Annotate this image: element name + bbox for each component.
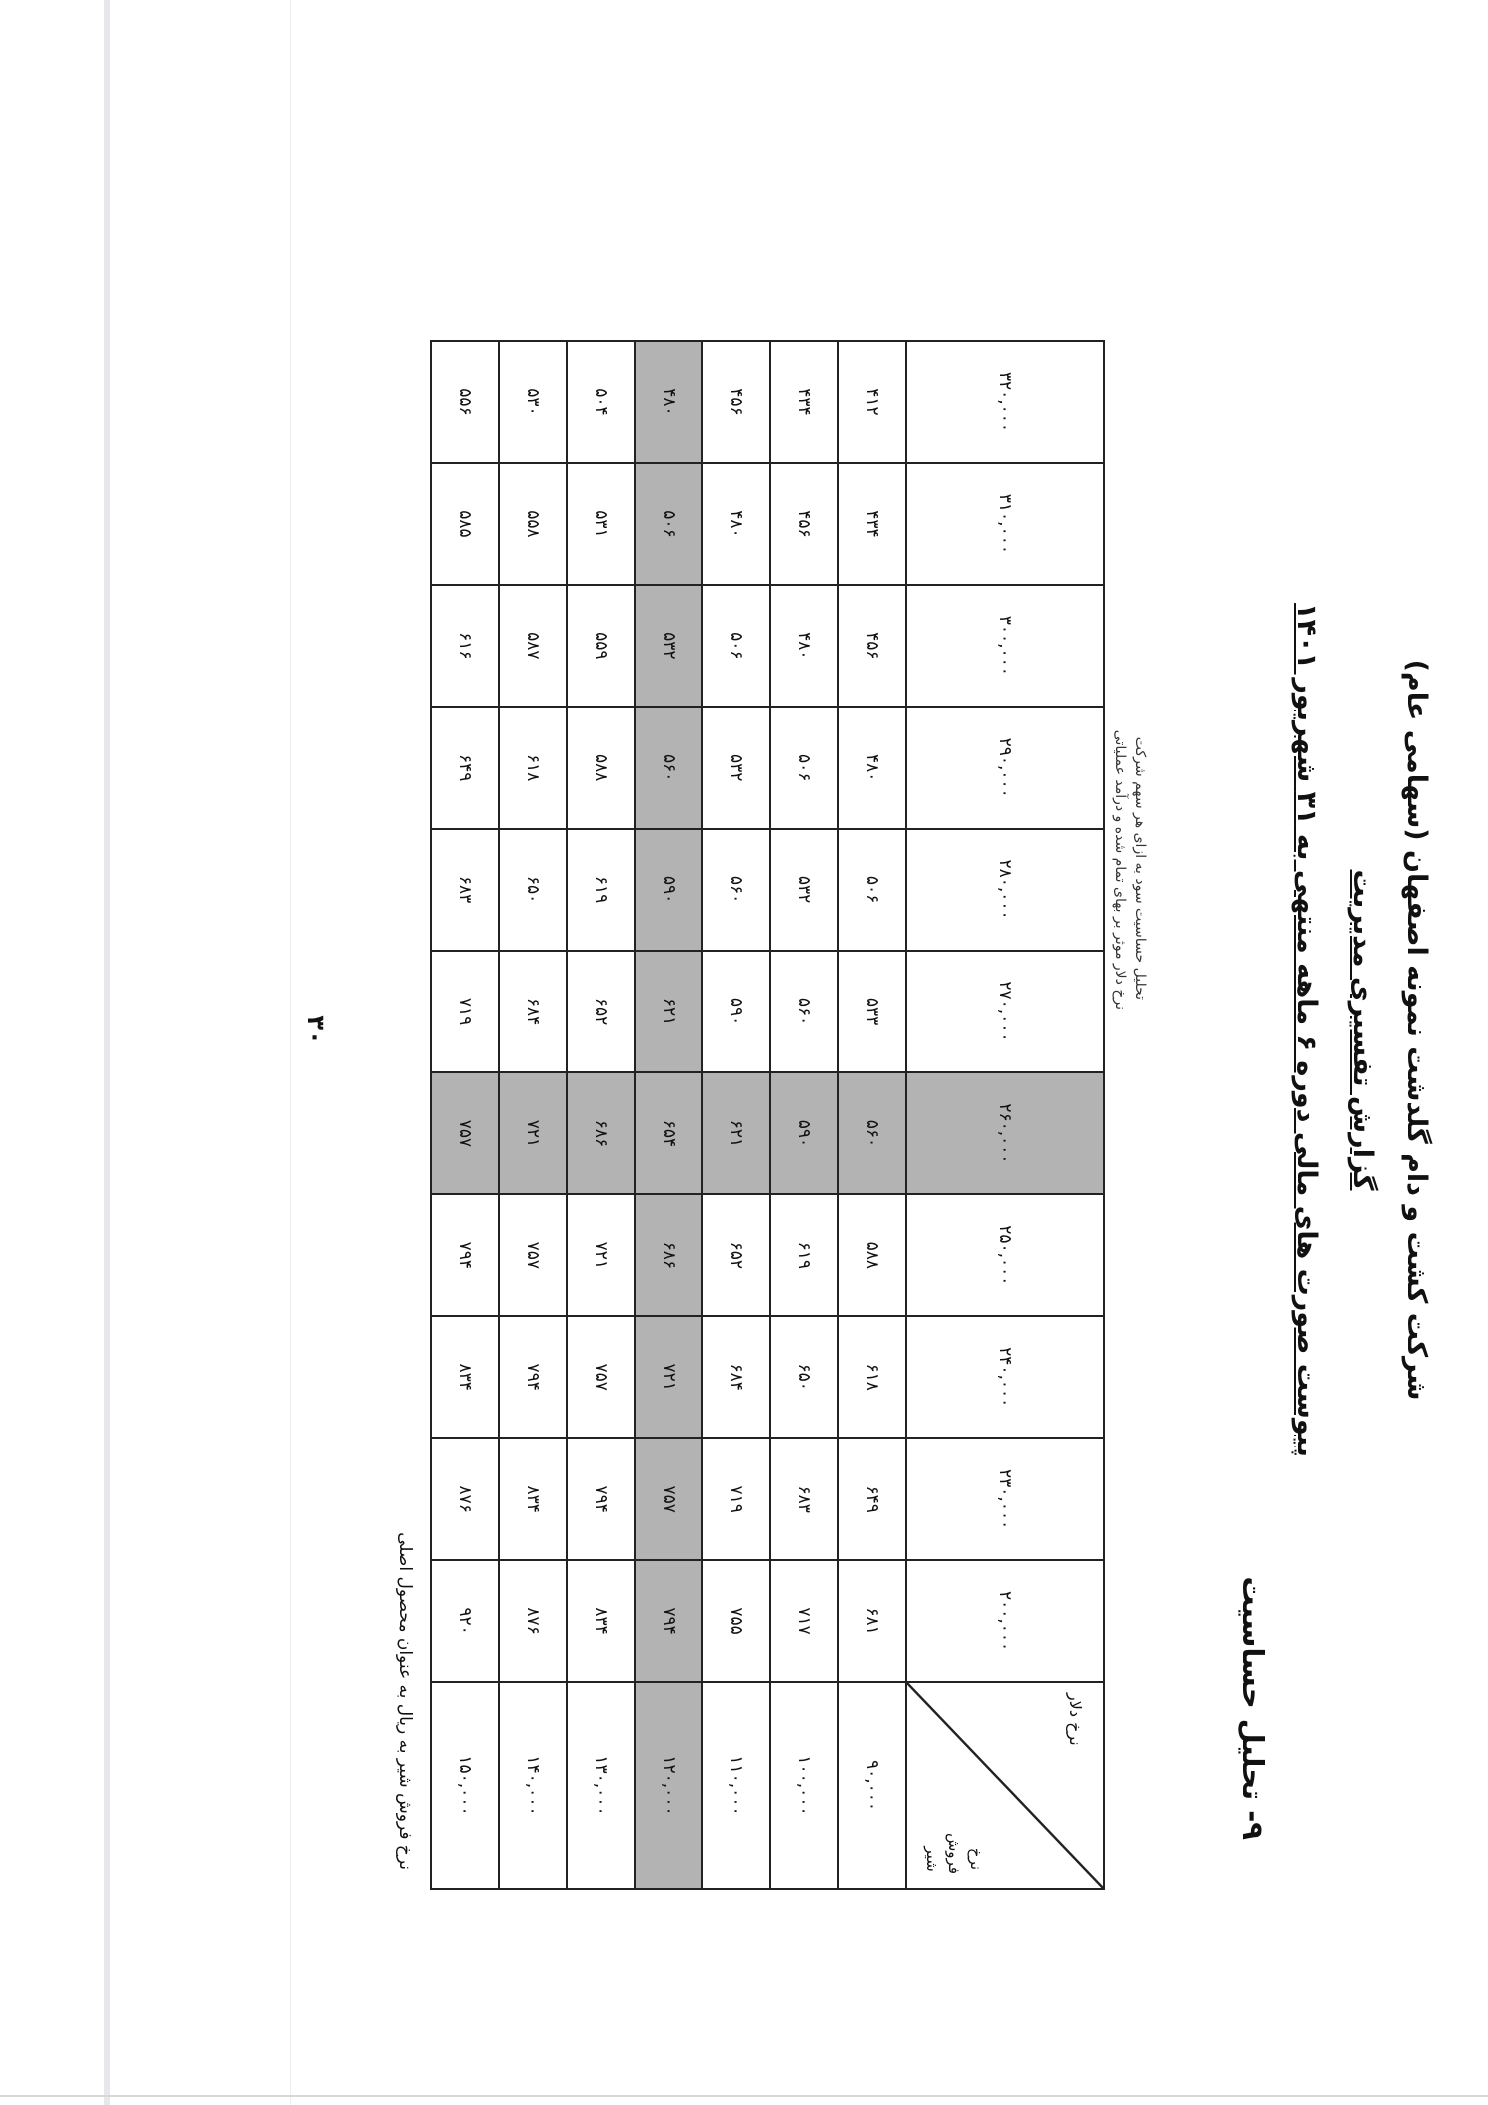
milk-rate-header: ۱۴۰,۰۰۰	[499, 1682, 567, 1889]
footnote: نرخ فروش شیر به ریال به عنوان محصول اصلی	[395, 1532, 415, 1870]
eps-value-cell: ۵۳۰	[499, 341, 567, 463]
eps-value-cell: ۶۴۹	[838, 1438, 906, 1560]
eps-value-cell: ۶۲۱	[635, 951, 703, 1073]
eps-value-cell: ۷۹۴	[635, 1560, 703, 1682]
eps-value-cell: ۵۹۰	[702, 951, 770, 1073]
eps-value-cell: ۶۸۱	[838, 1560, 906, 1682]
eps-value-cell: ۶۱۸	[499, 707, 567, 829]
eps-value-cell: ۴۸۰	[702, 463, 770, 585]
eps-value-cell: ۶۸۴	[499, 951, 567, 1073]
dollar-rate-header: ۳۲۰,۰۰۰	[906, 341, 1104, 463]
eps-value-cell: ۴۵۶	[838, 585, 906, 707]
eps-value-cell: ۴۳۴	[770, 341, 838, 463]
eps-value-cell: ۶۱۸	[838, 1316, 906, 1438]
eps-value-cell: ۵۳۲	[635, 585, 703, 707]
eps-value-cell: ۶۱۶	[431, 585, 499, 707]
table-row	[635, 341, 703, 1889]
eps-value-cell: ۶۵۲	[702, 1194, 770, 1316]
eps-value-cell: ۴۸۰	[635, 341, 703, 463]
eps-value-cell: ۴۸۰	[838, 707, 906, 829]
corner-label-milk: نرخ فروش شیر	[923, 1832, 985, 1874]
eps-value-cell: ۵۸۸	[567, 707, 635, 829]
eps-value-cell: ۵۰۶	[702, 585, 770, 707]
eps-value-cell: ۸۳۴	[567, 1560, 635, 1682]
eps-value-cell: ۵۰۶	[838, 829, 906, 951]
eps-value-cell: ۷۹۴	[431, 1194, 499, 1316]
eps-value-cell: ۴۸۰	[770, 585, 838, 707]
scan-edge	[104, 0, 110, 2105]
dollar-rate-header: ۲۷۰,۰۰۰	[906, 951, 1104, 1073]
dollar-rate-header: ۳۰۰,۰۰۰	[906, 585, 1104, 707]
eps-value-cell: ۷۱۷	[770, 1560, 838, 1682]
eps-value-cell: ۷۵۷	[431, 1072, 499, 1194]
eps-value-cell: ۶۸۳	[770, 1438, 838, 1560]
eps-value-cell: ۶۲۱	[702, 1072, 770, 1194]
section-title: ۹- تحلیل حساسیت	[1236, 1576, 1270, 1840]
eps-value-cell: ۵۰۴	[567, 341, 635, 463]
scan-edge	[290, 0, 291, 2105]
dollar-rate-header: ۲۹۰,۰۰۰	[906, 707, 1104, 829]
eps-value-cell: ۶۸۶	[567, 1072, 635, 1194]
rotated-page	[300, 260, 1440, 1874]
dollar-rate-header: ۲۳۰,۰۰۰	[906, 1438, 1104, 1560]
table-row	[770, 341, 838, 1889]
eps-value-cell: ۸۳۴	[431, 1316, 499, 1438]
milk-rate-header: ۱۱۰,۰۰۰	[702, 1682, 770, 1889]
eps-value-cell: ۵۰۶	[635, 463, 703, 585]
eps-value-cell: ۸۳۴	[499, 1438, 567, 1560]
eps-value-cell: ۷۱۹	[702, 1438, 770, 1560]
eps-value-cell: ۷۹۴	[567, 1438, 635, 1560]
period-title: پیوست صورت های مالی دوره ۶ ماهه منتهی به ۳۱ شهریور ۱۴۰۱	[1291, 603, 1322, 1457]
eps-value-cell: ۴۵۶	[770, 463, 838, 585]
eps-value-cell: ۶۸۳	[431, 829, 499, 951]
dollar-rate-header: ۲۶۰,۰۰۰	[906, 1072, 1104, 1194]
milk-rate-header: ۱۰۰,۰۰۰	[770, 1682, 838, 1889]
eps-value-cell: ۷۱۹	[431, 951, 499, 1073]
eps-value-cell: ۶۱۹	[770, 1194, 838, 1316]
eps-value-cell: ۶۴۹	[431, 707, 499, 829]
dollar-rate-header: ۲۵۰,۰۰۰	[906, 1194, 1104, 1316]
eps-value-cell: ۵۳۳	[838, 951, 906, 1073]
corner-label-dollar: نرخ دلار	[1066, 1693, 1085, 1746]
milk-rate-header: ۱۲۰,۰۰۰	[635, 1682, 703, 1889]
table-row	[431, 341, 499, 1889]
eps-value-cell: ۴۱۲	[838, 341, 906, 463]
eps-value-cell: ۸۷۶	[499, 1560, 567, 1682]
eps-value-cell: ۵۹۰	[770, 1072, 838, 1194]
eps-value-cell: ۹۲۰	[431, 1560, 499, 1682]
eps-value-cell: ۵۸۵	[431, 463, 499, 585]
table-row	[499, 341, 567, 1889]
eps-value-cell: ۷۵۵	[702, 1560, 770, 1682]
eps-value-cell: ۶۱۹	[567, 829, 635, 951]
dollar-rate-header: ۳۱۰,۰۰۰	[906, 463, 1104, 585]
milk-rate-header: ۱۳۰,۰۰۰	[567, 1682, 635, 1889]
eps-value-cell: ۶۵۲	[567, 951, 635, 1073]
milk-rate-header: ۱۵۰,۰۰۰	[431, 1682, 499, 1889]
eps-value-cell: ۵۰۶	[770, 707, 838, 829]
scan-edge	[0, 2095, 1488, 2097]
eps-value-cell: ۸۷۶	[431, 1438, 499, 1560]
table-note: نرخ دلار موثر بر بهای تمام شده و درآمد عملیاتی	[1112, 729, 1128, 1010]
dollar-rate-header: ۲۰۰,۰۰۰	[906, 1560, 1104, 1682]
table-row	[838, 341, 906, 1889]
eps-value-cell: ۵۵۹	[567, 585, 635, 707]
eps-value-cell: ۷۹۴	[499, 1316, 567, 1438]
eps-value-cell: ۶۵۰	[770, 1316, 838, 1438]
eps-value-cell: ۴۳۴	[838, 463, 906, 585]
milk-rate-header: ۹۰,۰۰۰	[838, 1682, 906, 1889]
eps-value-cell: ۷۵۷	[635, 1438, 703, 1560]
eps-value-cell: ۷۵۷	[499, 1194, 567, 1316]
eps-value-cell: ۵۶۰	[635, 707, 703, 829]
eps-value-cell: ۵۶۰	[838, 1072, 906, 1194]
eps-value-cell: ۵۶۰	[770, 951, 838, 1073]
dollar-rate-header: ۲۴۰,۰۰۰	[906, 1316, 1104, 1438]
eps-value-cell: ۵۳۱	[567, 463, 635, 585]
dollar-rate-header: ۲۸۰,۰۰۰	[906, 829, 1104, 951]
report-title: گزارش تفسیری مدیریت	[1347, 869, 1378, 1191]
eps-value-cell: ۷۵۷	[567, 1316, 635, 1438]
corner-cell	[906, 1682, 1104, 1889]
eps-value-cell: ۶۸۴	[702, 1316, 770, 1438]
eps-value-cell: ۶۸۶	[635, 1194, 703, 1316]
table-row	[702, 341, 770, 1889]
eps-value-cell: ۶۵۰	[499, 829, 567, 951]
sensitivity-table	[430, 340, 1105, 1890]
eps-value-cell: ۵۵۶	[431, 341, 499, 463]
eps-value-cell: ۴۵۶	[702, 341, 770, 463]
eps-value-cell: ۵۵۸	[499, 463, 567, 585]
eps-value-cell: ۵۹۰	[635, 829, 703, 951]
company-title: شرکت کشت و دام گلدشت نمونه اصفهان (سهامی عام)	[1401, 659, 1432, 1401]
eps-value-cell: ۷۲۱	[499, 1072, 567, 1194]
eps-value-cell: ۵۳۲	[702, 707, 770, 829]
eps-value-cell: ۵۶۰	[702, 829, 770, 951]
header-row	[906, 341, 1104, 1889]
table-row	[567, 341, 635, 1889]
eps-value-cell: ۵۸۷	[499, 585, 567, 707]
eps-value-cell: ۶۵۴	[635, 1072, 703, 1194]
page-number: ۳۰	[302, 1015, 330, 1045]
eps-value-cell: ۵۳۲	[770, 829, 838, 951]
eps-value-cell: ۵۸۸	[838, 1194, 906, 1316]
eps-value-cell: ۷۲۱	[567, 1194, 635, 1316]
eps-value-cell: ۷۲۱	[635, 1316, 703, 1438]
table-note: تحلیل حساسیت سود به ازای هر سهم شرکت	[1132, 736, 1148, 1000]
